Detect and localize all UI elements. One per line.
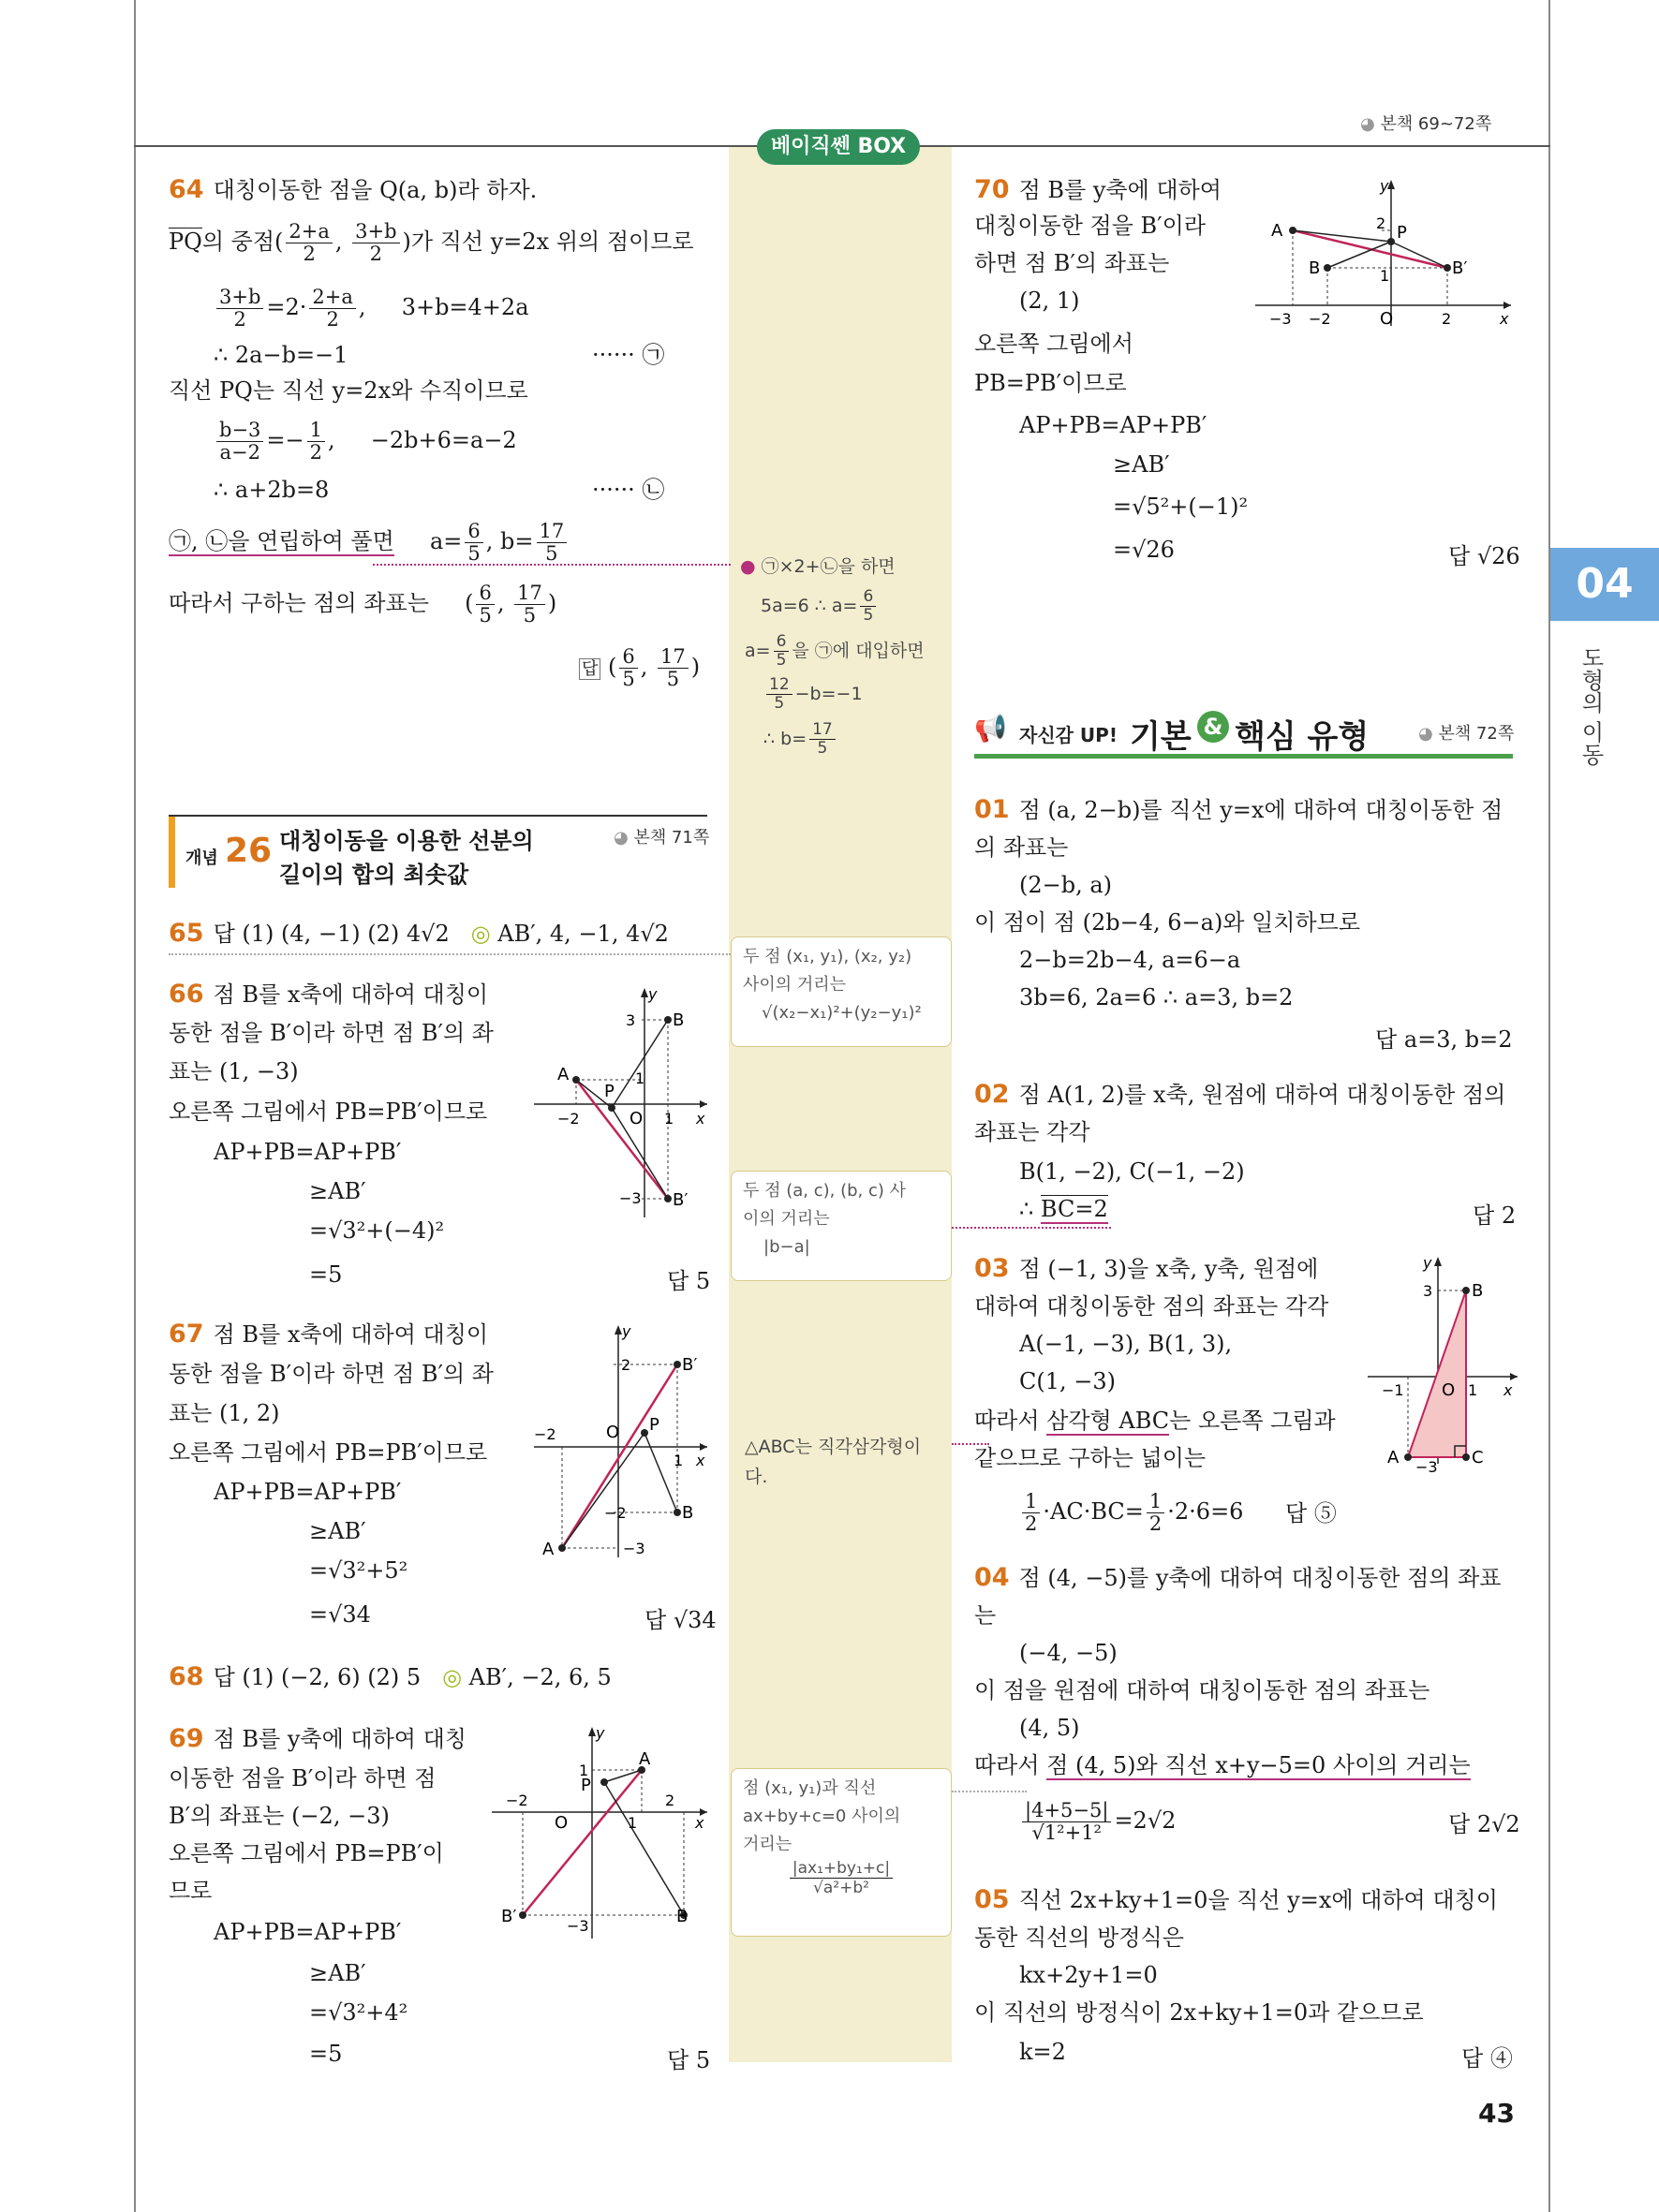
- q05-line3: kx+2y+1=0: [1019, 1962, 1158, 1988]
- p66-line7: =√3²+(−4)²: [309, 1217, 445, 1244]
- f03-tm3: −3: [1415, 1458, 1438, 1476]
- p70-answer: 답 √26: [1448, 543, 1520, 569]
- q03-line6: 같으므로 구하는 넓이는: [974, 1445, 1207, 1471]
- f69-label-B: B: [676, 1907, 689, 1926]
- p67-figure: [529, 1316, 717, 1569]
- p67-line1: 67 점 B를 x축에 대하여 대칭이: [169, 1320, 489, 1349]
- p69-line3: B′의 좌표는 (−2, −3): [169, 1803, 390, 1829]
- f66-t1: 1: [635, 1069, 645, 1087]
- p70-line2: 대칭이동한 점을 B′이라: [974, 213, 1206, 239]
- f67-tm3: −3: [623, 1540, 645, 1557]
- f03-label-x: x: [1503, 1381, 1513, 1399]
- book-icon: ◕: [614, 828, 634, 848]
- p64-mark1: ······ ㉠: [592, 342, 665, 368]
- p69-line6: AP+PB=AP+PB′: [214, 1919, 402, 1945]
- q03-line2: 대하여 대칭이동한 점의 좌표는 각각: [974, 1293, 1329, 1320]
- megaphone-icon: 📢: [974, 713, 1007, 744]
- p66-answer: 답 5: [667, 1268, 711, 1294]
- q04-line5: (4, 5): [1019, 1715, 1080, 1741]
- box69-t2: ax+by+c=0 사이의: [743, 1806, 901, 1826]
- f69-tm3: −3: [567, 1917, 589, 1935]
- chapter-tab[interactable]: 04: [1550, 548, 1659, 621]
- q05-line1: 05 직선 2x+ky+1=0을 직선 y=x에 대하여 대칭이: [974, 1885, 1498, 1914]
- p65-dotted-link: [169, 953, 731, 955]
- f66-label-y: y: [648, 985, 658, 1003]
- box64-t5: ∴ b= $\frac{17}{5}$: [763, 721, 838, 758]
- q02-line2: 좌표는 각각: [974, 1119, 1090, 1145]
- box66-t2: 이의 거리는: [743, 1209, 830, 1229]
- f03-tx1: 1: [1468, 1381, 1478, 1399]
- q02-line3: B(1, −2), C(−1, −2): [1019, 1158, 1245, 1185]
- page-number: 43: [1478, 2098, 1515, 2129]
- target-icon: ◎: [442, 1664, 463, 1690]
- f67-label-P: P: [649, 1415, 659, 1435]
- f70-t1: 1: [1380, 267, 1390, 285]
- p69-line1: 69 점 B를 y축에 대하여 대칭: [169, 1724, 467, 1753]
- q05-line2: 동한 직선의 방정식은: [974, 1924, 1184, 1951]
- f67-label-O: O: [606, 1423, 620, 1442]
- f70-tx2: 2: [1442, 310, 1452, 328]
- p70-line6: PB=PB′이므로: [974, 370, 1127, 396]
- f67-tm2: −2: [604, 1504, 627, 1522]
- concept-bar: [169, 815, 175, 888]
- f67-tmx2: −2: [534, 1425, 556, 1443]
- q03-answer: 답 ⑤: [1285, 1500, 1337, 1526]
- target-icon: ◎: [470, 921, 491, 947]
- f67-label-x: x: [696, 1452, 705, 1469]
- section-badge: 자신감 UP!: [1019, 724, 1118, 746]
- q04-line2: 는: [974, 1602, 997, 1629]
- f69-label-y: y: [596, 1724, 605, 1742]
- f66-label-A: A: [557, 1065, 570, 1084]
- p64-line7: ∴ a+2b=8: [214, 477, 330, 503]
- p66-line1: 66 점 B를 x축에 대하여 대칭이: [169, 980, 489, 1009]
- q03-line7: $\frac{1}{2}$ ·AC·BC= $\frac{1}{2}$ ·2·6=6: [1019, 1491, 1243, 1535]
- q01-line6: 3b=6, 2a=6 ∴ a=3, b=2: [1019, 984, 1294, 1010]
- f67-tx1: 1: [674, 1452, 684, 1469]
- p69-line7: ≥AB′: [309, 1960, 366, 1986]
- f03-label-y: y: [1423, 1254, 1432, 1272]
- f67-label-y: y: [622, 1322, 631, 1340]
- p64-line6: $\frac{b-3}{a-2}$ =− $\frac{1}{2}$ , −2b+6=a−2: [214, 420, 517, 464]
- p66-line4: 오른쪽 그림에서 PB=PB′이므로: [169, 1099, 488, 1125]
- f03-label-O: O: [1442, 1380, 1456, 1400]
- box65: [731, 936, 952, 1047]
- p69-line9: =5: [309, 2041, 343, 2067]
- f69-tmx2: −2: [506, 1792, 528, 1809]
- book-icon: ◕: [1418, 724, 1439, 744]
- f70-label-O: O: [1380, 309, 1394, 329]
- q01-line2: 의 좌표는: [974, 834, 1069, 861]
- p70-line10: =√26: [1113, 537, 1175, 563]
- q01-line3: (2−b, a): [1019, 872, 1113, 898]
- f70-label-P: P: [1397, 223, 1407, 243]
- f03-label-B: B: [1472, 1281, 1484, 1301]
- box64-t3: a= $\frac{6}{5}$ 을 ㉠에 대입하면: [745, 632, 925, 670]
- q02-line4: ∴ BC=2: [1019, 1196, 1108, 1222]
- f66-label-Bp: B′: [673, 1190, 689, 1210]
- f69-label-Bp: B′: [501, 1907, 517, 1926]
- f70-label-B: B: [1309, 258, 1321, 278]
- f70-label-Bp: B′: [1452, 258, 1468, 278]
- q02-dotted-link: [952, 1227, 1111, 1229]
- p70-line8: ≥AB′: [1113, 451, 1170, 478]
- p66-line5: AP+PB=AP+PB′: [214, 1139, 402, 1165]
- section-ref: ◕ 본책 72쪽: [1418, 724, 1515, 744]
- box69-t3: 거리는: [743, 1835, 792, 1854]
- p70-line5: 오른쪽 그림에서: [974, 331, 1133, 357]
- p64-line3: $\frac{3+b}{2}$ =2· $\frac{2+a}{2}$ , 3+b=4+2a: [214, 287, 529, 331]
- left-margin-rule: [134, 0, 136, 2212]
- f66-label-x: x: [696, 1110, 705, 1128]
- p64-line9: 따라서 구하는 점의 좌표는 ( $\frac{6}{5}$ , $\frac{17}{5}$ ): [169, 582, 557, 627]
- p70-line9: =√5²+(−1)²: [1113, 494, 1249, 520]
- f67-label-A: A: [542, 1540, 555, 1559]
- concept-title2: 길이의 합의 최솟값: [279, 862, 469, 888]
- f03-label-A: A: [1387, 1448, 1400, 1467]
- f69-label-A: A: [639, 1749, 651, 1769]
- box66: [731, 1171, 952, 1281]
- p64-answer: 답 ( $\frac{6}{5}$ , $\frac{17}{5}$ ): [579, 646, 700, 690]
- f03-t3: 3: [1423, 1282, 1433, 1300]
- right-margin-rule: [1548, 0, 1550, 2212]
- p70-line3: 하면 점 B′의 좌표는: [974, 250, 1170, 276]
- p66-line8: =5: [309, 1261, 343, 1288]
- f66-tm3: −3: [619, 1189, 642, 1207]
- section-amp: &: [1197, 711, 1229, 743]
- q03-figure: [1363, 1253, 1527, 1478]
- section-header: [974, 707, 1513, 761]
- box64-t2: 5a=6 ∴ a= $\frac{6}{5}$: [761, 588, 879, 625]
- f66-label-O: O: [630, 1109, 644, 1128]
- p67-answer: 답 √34: [644, 1607, 717, 1633]
- p70-line4: (2, 1): [1019, 288, 1080, 314]
- f66-tx1: 1: [664, 1110, 674, 1128]
- book-icon: ◕: [1360, 114, 1381, 134]
- p70-figure: [1251, 176, 1518, 331]
- f66-t3: 3: [626, 1011, 636, 1029]
- box69-dotted-link: [952, 1791, 1027, 1792]
- p67-line6: ≥AB′: [309, 1518, 366, 1544]
- q01-line1: 01 점 (a, 2−b)를 직선 y=x에 대하여 대칭이동한 점: [974, 795, 1503, 824]
- box65-t2: 사이의 거리는: [743, 975, 847, 995]
- p70-line1: 70 점 B를 y축에 대하여: [974, 175, 1222, 204]
- p67-line8: =√34: [309, 1601, 371, 1628]
- q04-line7: $\frac{|4+5-5|}{\text{√1²+1²}}$ =2√2: [1019, 1800, 1176, 1844]
- concept-number: 26: [225, 832, 273, 870]
- chapter-title: 도형의 이동: [1578, 646, 1604, 766]
- q04-line4: 이 점을 원점에 대하여 대칭이동한 점의 좌표는: [974, 1677, 1430, 1703]
- box64-t4: $\frac{12}{5}$ −b=−1: [763, 676, 863, 713]
- p69-line8: =√3²+4²: [309, 1999, 408, 2026]
- concept-title1: 대칭이동을 이용한 선분의: [279, 828, 534, 854]
- f70-t2: 2: [1376, 214, 1386, 232]
- box66-t3: |b−a|: [763, 1237, 810, 1257]
- p64-line4: ∴ 2a−b=−1: [214, 342, 348, 368]
- f69-tx2: 2: [665, 1792, 675, 1809]
- box66-t1: 두 점 (a, c), (b, c) 사: [743, 1181, 906, 1201]
- f69-label-O: O: [555, 1813, 569, 1833]
- p67-line3: 표는 (1, 2): [169, 1400, 280, 1426]
- p66-figure: [529, 979, 717, 1231]
- q05-line4: 이 직선의 방정식이 2x+ky+1=0과 같으므로: [974, 1999, 1424, 2026]
- p66-line6: ≥AB′: [309, 1178, 366, 1204]
- q03-line4: C(1, −3): [1019, 1368, 1116, 1394]
- f67-label-B: B: [682, 1503, 694, 1523]
- f69-tx1: 1: [628, 1814, 638, 1832]
- f67-label-Bp: B′: [682, 1355, 698, 1375]
- box65-t1: 두 점 (x₁, y₁), (x₂, y₂): [743, 947, 912, 966]
- p69-line4: 오른쪽 그림에서 PB=PB′이: [169, 1840, 444, 1866]
- section-title1: 기본: [1130, 718, 1192, 756]
- box67-t1: △ABC는 직각삼각형이: [745, 1437, 922, 1457]
- f70-label-x: x: [1500, 310, 1509, 328]
- p66-line2: 동한 점을 B′이라 하면 점 B′의 좌: [169, 1020, 494, 1046]
- q02-line1: 02 점 A(1, 2)를 x축, 원점에 대하여 대칭이동한 점의: [974, 1080, 1506, 1109]
- f67-t2: 2: [621, 1356, 631, 1374]
- p68-line: 68 답 (1) (−2, 6) (2) 5 ◎ AB′, −2, 6, 5: [169, 1662, 612, 1691]
- q04-line6: 따라서 점 (4, 5)와 직선 x+y−5=0 사이의 거리는: [974, 1752, 1471, 1778]
- f66-label-P: P: [604, 1082, 615, 1101]
- section-title2: 핵심 유형: [1235, 718, 1370, 756]
- f69-label-P: P: [581, 1776, 591, 1795]
- q04-line3: (−4, −5): [1019, 1640, 1118, 1666]
- p70-line7: AP+PB=AP+PB′: [1019, 412, 1207, 438]
- f66-label-B: B: [673, 1010, 685, 1030]
- q03-line1: 03 점 (−1, 3)을 x축, y축, 원점에: [974, 1254, 1319, 1283]
- p64-line5: 직선 PQ는 직선 y=2x와 수직이므로: [169, 377, 528, 404]
- box-label: 베이직쎈 BOX: [757, 129, 920, 165]
- q02-answer: 답 2: [1473, 1202, 1517, 1229]
- p67-line5: AP+PB=AP+PB′: [214, 1479, 402, 1505]
- box67-t2: 다.: [745, 1467, 768, 1487]
- box69: [731, 1768, 952, 1937]
- q03-line3: A(−1, −3), B(1, 3),: [1019, 1331, 1233, 1357]
- header-ref: ◕ 본책 69~72쪽: [1360, 114, 1492, 134]
- f03-label-C: C: [1472, 1448, 1484, 1467]
- p69-line5: 므로: [169, 1878, 213, 1904]
- p64-line8: ㉠, ㉡을 연립하여 풀면 a= $\frac{6}{5}$ , b= $\frac{17}{5}$: [169, 521, 570, 565]
- p69-figure: [487, 1723, 717, 1948]
- p64-line1: 64 대칭이동한 점을 Q(a, b)라 하자.: [169, 175, 538, 204]
- f70-label-y: y: [1380, 177, 1389, 195]
- p65-line: 65 답 (1) (4, −1) (2) 4√2 ◎ AB′, 4, −1, 4√2: [169, 919, 669, 948]
- f70-tmx2: −2: [1309, 310, 1331, 328]
- f69-t1: 1: [579, 1762, 589, 1779]
- q04-answer: 답 2√2: [1448, 1811, 1520, 1837]
- p64-line2: PQ의 중점( $\frac{2+a}{2}$ , $\frac{3+b}{2}$ )가 직선 y=2x 위의 점이므로: [169, 220, 694, 265]
- p64-mark2: ······ ㉡: [592, 477, 665, 503]
- box69-t1: 점 (x₁, y₁)과 직선: [743, 1778, 877, 1798]
- f03-tmx1: −1: [1382, 1381, 1404, 1399]
- box64-t1: ● ㉠×2+㉡을 하면: [740, 556, 896, 577]
- q05-answer: 답 ④: [1461, 2045, 1513, 2072]
- p67-line4: 오른쪽 그림에서 PB=PB′이므로: [169, 1439, 488, 1466]
- concept-topline: [169, 815, 707, 817]
- concept-label: 개념: [185, 848, 218, 868]
- q01-answer: 답 a=3, b=2: [1375, 1026, 1513, 1053]
- f66-tm2: −2: [557, 1110, 580, 1128]
- q03-line5: 따라서 삼각형 ABC는 오른쪽 그림과: [974, 1408, 1336, 1434]
- concept-ref: ◕ 본책 71쪽: [614, 828, 710, 848]
- q05-line5: k=2: [1019, 2039, 1066, 2065]
- f70-label-A: A: [1271, 221, 1283, 241]
- p67-line2: 동한 점을 B′이라 하면 점 B′의 좌: [169, 1361, 494, 1387]
- q04-line1: 04 점 (4, −5)를 y축에 대하여 대칭이동한 점의 좌표: [974, 1563, 1502, 1592]
- p67-line7: =√3²+5²: [309, 1557, 408, 1584]
- f70-tmx3: −3: [1269, 310, 1292, 328]
- p69-line2: 이동한 점을 B′이라 하면 점: [169, 1765, 437, 1792]
- box69-frac: $\frac{\text{|ax₁+by₁+c|}}{\text{√a²+b²}}$: [743, 1859, 940, 1897]
- p69-answer: 답 5: [667, 2047, 711, 2073]
- q01-line5: 2−b=2b−4, a=6−a: [1019, 947, 1241, 973]
- p64-dotted-link: [373, 564, 731, 566]
- f69-label-x: x: [695, 1814, 704, 1832]
- p66-line3: 표는 (1, −3): [169, 1058, 299, 1084]
- box65-t3: √(x₂−x₁)²+(y₂−y₁)²: [762, 1003, 922, 1023]
- q01-line4: 이 점이 점 (2b−4, 6−a)와 일치하므로: [974, 909, 1361, 936]
